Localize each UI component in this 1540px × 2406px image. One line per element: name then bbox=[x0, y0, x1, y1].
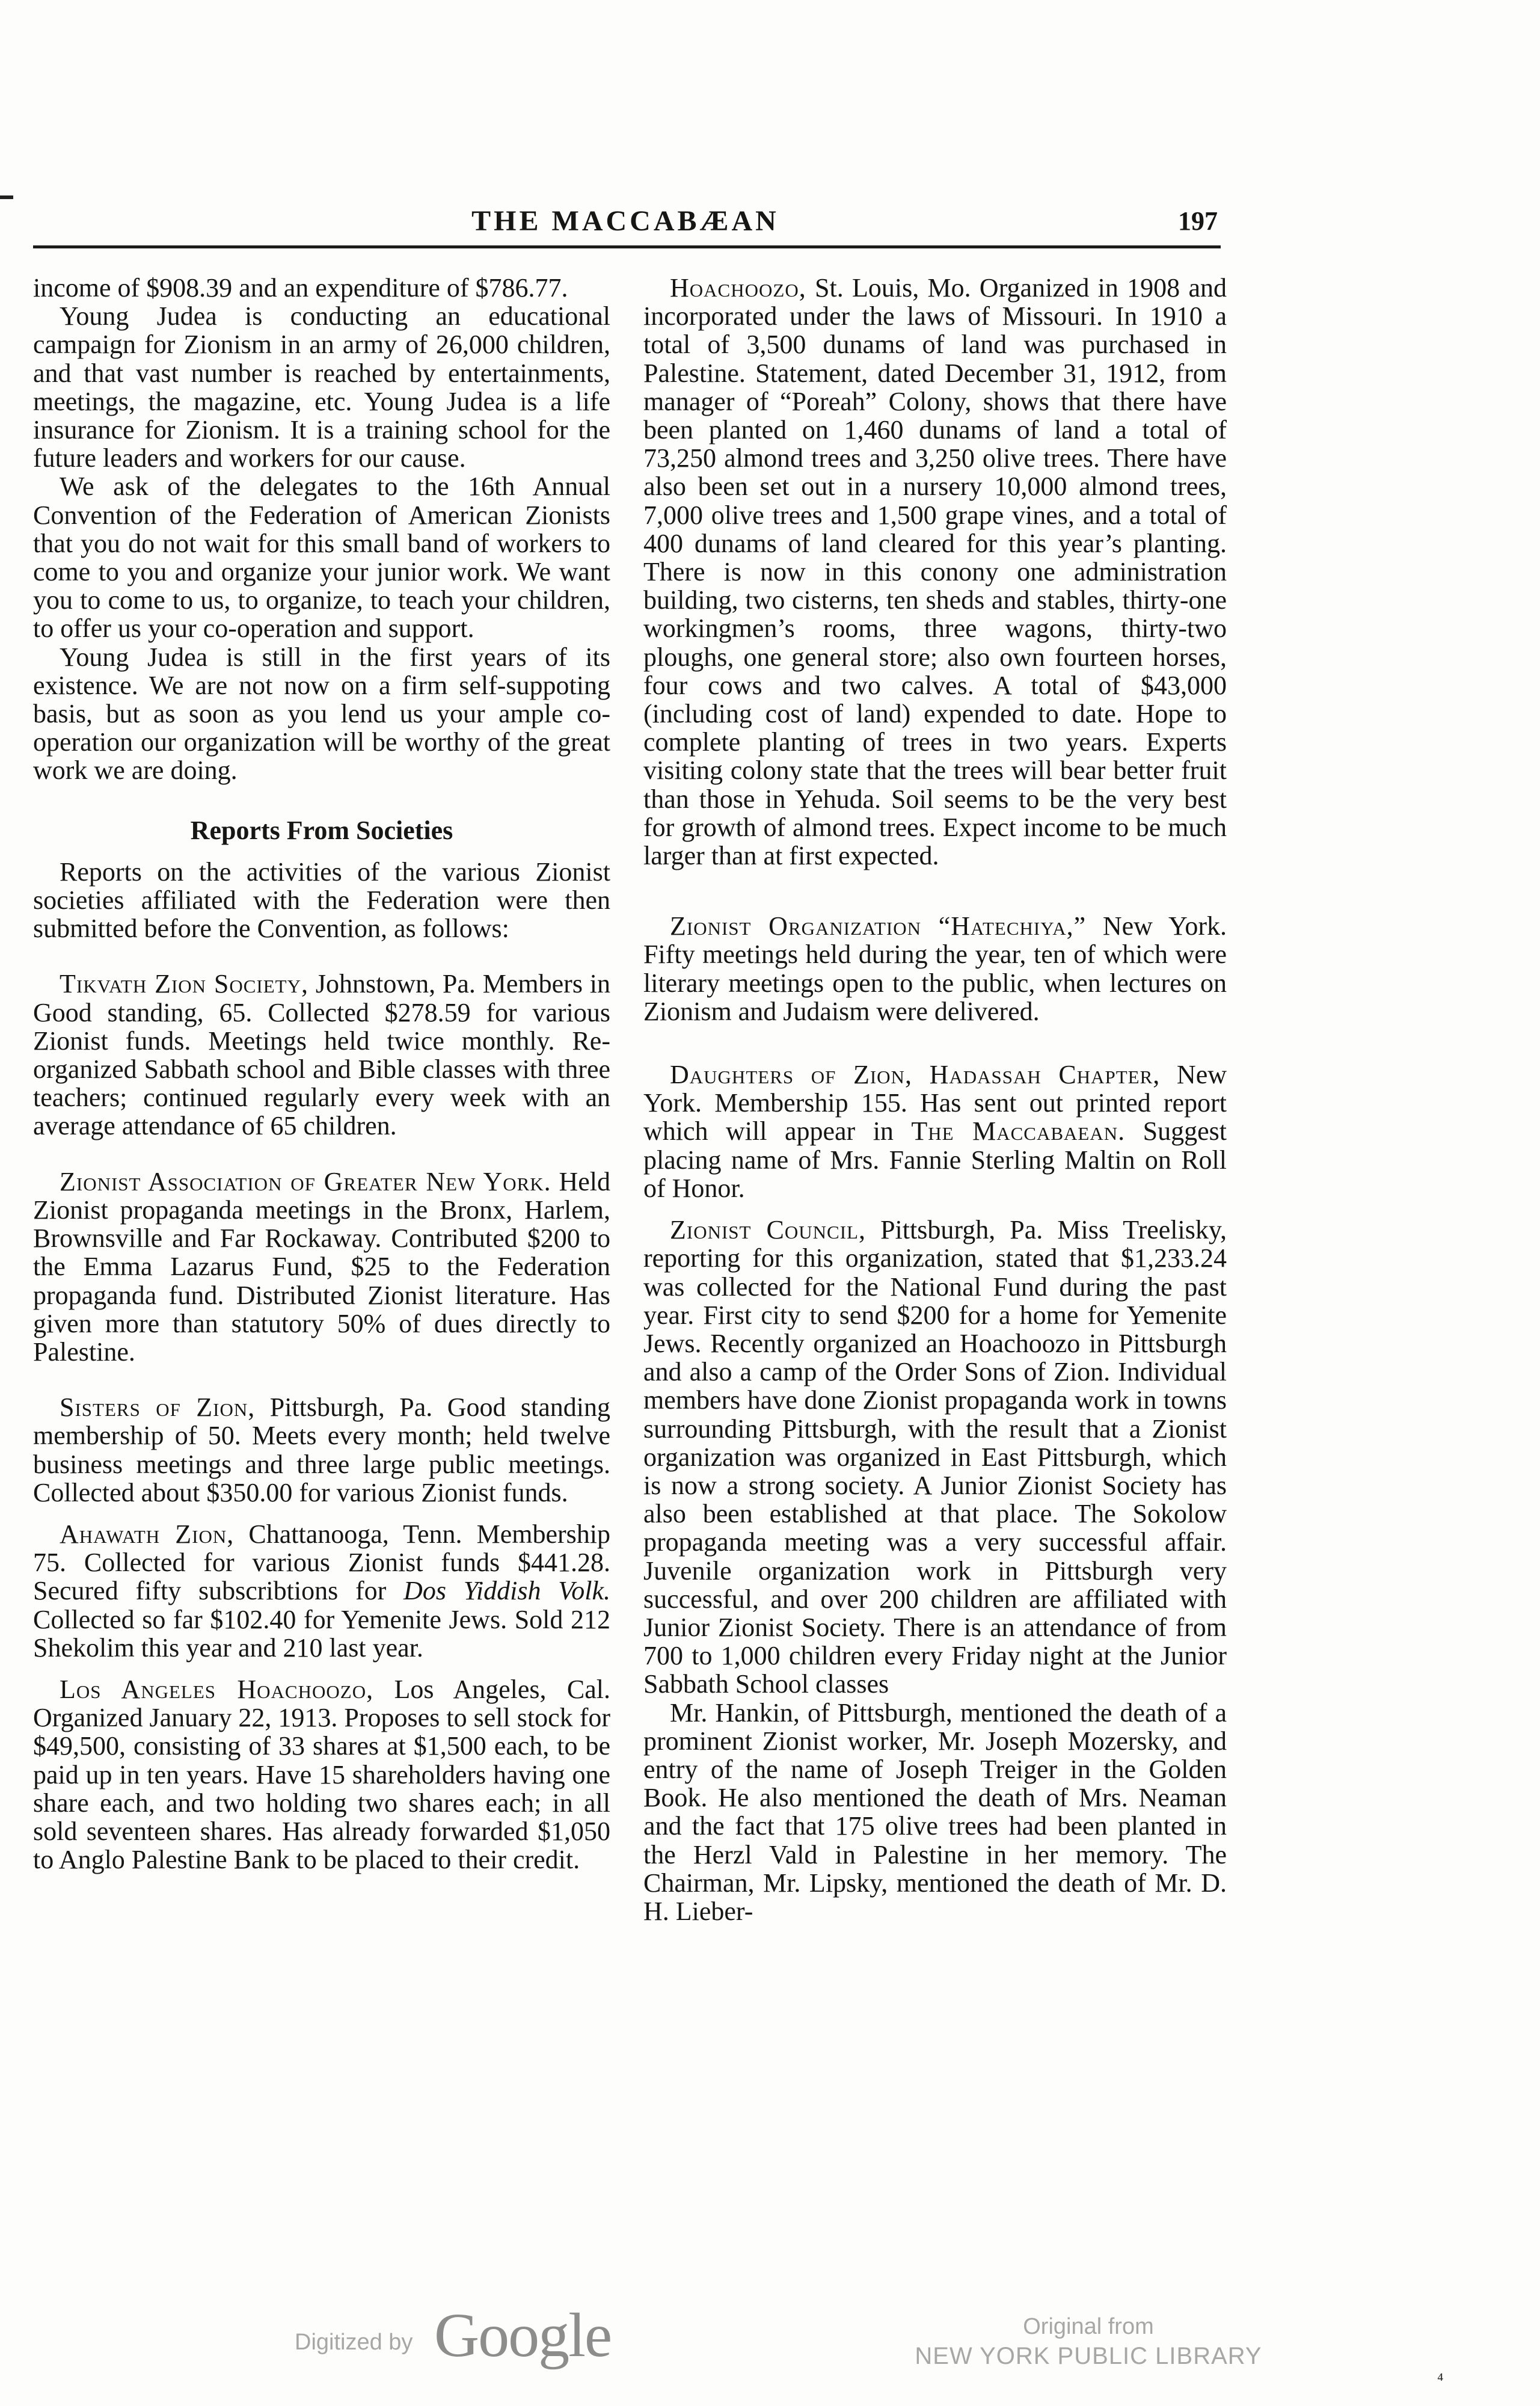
paragraph-expenditure: income of $908.39 and an expenditure of $786.77. bbox=[33, 273, 568, 303]
digitized-credit bbox=[295, 2301, 631, 2379]
report-text-continued: Collected so far $102.40 for Yemenite Jews. Sold 212 Shekolim this year and 210 last year. bbox=[33, 1604, 610, 1663]
paragraph-hankin: Mr. Hankin, of Pittsburgh, mentioned the death of a prominent Zionist worker, Mr. Joseph Mozersky, and entry of the name of Joseph Treiger in the Golden Book. He also mentioned the death of Mrs. Neaman and the fact that 175 olive trees had been planted in the Herzl Vald in Palestine in her memory. The Chairman, Mr. Lipsky, mentioned the death of Mr. D. H. Lieber- bbox=[643, 1697, 1227, 1926]
section-heading-reports: Reports From Societies bbox=[190, 815, 453, 845]
right-column bbox=[643, 274, 1227, 1925]
magazine-name: The Maccabaean. bbox=[911, 1116, 1126, 1146]
reports-intro: Reports on the activities of the various Zionist societies affiliated with the Federation were then submitted before the Convention, as follows: bbox=[33, 857, 610, 944]
scan-corner-mark: ⁴ bbox=[1437, 2370, 1444, 2390]
report-sisters-of-zion bbox=[33, 1393, 610, 1507]
report-text: Los Angeles, Cal. Organized January 22, 1913. Proposes to sell stock for $49,500, consisting of 33 shares at $1,500 each, to be paid up in ten years. Have 15 shareholders having one share each, and two holding two shares each; in all sold seventeen shares. Has already forwarded $1,050 to Anglo Palestine Bank to be placed to their credit. bbox=[33, 1674, 611, 1875]
report-text: Held Zionist propaganda meetings in the Bronx, Harlem, Brownsville and Far Rockaway. Contributed $200 to the Emma Lazarus Fund, $25 to the Federation propaganda fund. Distributed Zionist literature. Has given more than statutory 50% of dues directly to Palestine. bbox=[33, 1166, 611, 1367]
source-credit bbox=[902, 2313, 1275, 2379]
paragraph-delegates-appeal: We ask of the delegates to the 16th Annual Convention of the Federation of American Zionists that you do not wait for this small band of workers to come to you and organize your junior work. We want you to come to us, to organize, to teach your children, to offer us your co-operation and support. bbox=[33, 472, 610, 644]
header-rule bbox=[33, 245, 1221, 248]
society-name: Zionist Association of Greater New York. bbox=[60, 1166, 551, 1196]
margin-scan-mark bbox=[0, 195, 13, 199]
report-st-louis-hoachoozo bbox=[643, 274, 1227, 870]
report-greater-new-york bbox=[33, 1168, 610, 1366]
report-text: New York. Membership 155. Has sent out printed report which will appear in bbox=[643, 1060, 1227, 1146]
report-tikvath-zion bbox=[33, 970, 610, 1140]
report-text: Johnstown, Pa. Members in Good standing, 65. Collected $278.59 for various Zionist funds. Meetings held twice monthly. Re-organized Sabbath school and Bible classes with three teachers; continued regularly every week with an average attendance of 65 children. bbox=[33, 969, 611, 1141]
society-name: Ahawath Zion, bbox=[60, 1519, 235, 1549]
publication-title: Dos Yiddish Volk. bbox=[403, 1576, 610, 1606]
journal-title: THE MACCABÆAN bbox=[471, 205, 779, 237]
society-name: Los Angeles Hoachoozo, bbox=[60, 1674, 374, 1704]
society-name: Tikvath Zion Society, bbox=[60, 969, 309, 999]
society-name: Sisters of Zion, bbox=[60, 1392, 256, 1423]
report-text: Chattanooga, Tenn. Membership 75. Collected for various Zionist funds $441.28. Secured fifty subscribtions for bbox=[33, 1519, 611, 1606]
report-ahawath-zion bbox=[33, 1520, 610, 1662]
paragraph-young-judea-campaign: Young Judea is conducting an educational campaign for Zionism in an army of 26,000 children, and that vast number is reached by entertainments, meetings, the magazine, etc. Young Judea is a life insurance for Zionism. It is a training school for the future leaders and workers for our cause. bbox=[33, 301, 610, 473]
report-text: Pittsburgh, Pa. Good standing membership of 50. Meets every month; held twelve business meetings and three large public meetings. Collected about $350.00 for various Zionist funds. bbox=[33, 1392, 610, 1507]
report-hadassah-chapter bbox=[643, 1060, 1227, 1202]
left-column bbox=[33, 274, 610, 1874]
page-number: 197 bbox=[1178, 206, 1218, 236]
paragraph-young-judea-status: Young Judea is still in the first years of its existence. We are not now on a firm self-suppoting basis, but as soon as you lend us your ample co-operation our organization will be worthy of the great work we are doing. bbox=[33, 642, 610, 786]
society-name: Zionist Organization “Hatechiya,” bbox=[670, 911, 1087, 941]
society-name: Zionist Council, bbox=[670, 1215, 866, 1245]
library-name: NEW YORK PUBLIC LIBRARY bbox=[915, 2343, 1262, 2369]
report-text: St. Louis, Mo. Organized in 1908 and incorporated under the laws of Missouri. In 1910 a total of 3,500 dunams of land was purchased in Palestine. Statement, dated December 31, 1912, from manager of “Poreah” Colony, shows that there have been planted on 1,460 dunams of land a total of 73,250 almond trees and 3,250 olive trees. There have also been set out in a nursery 10,000 almond trees, 7,000 olive trees and 1,500 grape vines, and a total of 400 dunams of land cleared for this year’s planting. There is now in this conony one administration building, two cisterns, ten sheds and stables, thirty-one workingmen’s rooms, three wagons, thirty-two ploughs, one general store; also own fourteen horses, four cows and two calves. A total of $43,000 (including cost of land) expended to date. Hope to complete planting of trees in two years. Experts visiting colony state that the trees will bear better fruit than those in Yehuda. Soil seems to be the very best for growth of almond trees. Expect income to be much larger than at first expected. bbox=[643, 273, 1227, 871]
report-text: Pittsburgh, Pa. Miss Treelisky, reporting for this organization, stated that $1,233.24 was collected for the National Fund during the past year. First city to send $200 for a home for Yemenite Jews. Recently organized an Hoachoozo in Pittsburgh and also a camp of the Order Sons of Zion. Individual members have done Zionist propaganda work in towns surrounding Pittsburgh, with the result that a Zionist organization was organized in East Pittsburgh, which is now a strong society. A Junior Zionist Society has also been established at that place. The Sokolow propaganda meeting was a very successful affair. Juvenile organization work in Pittsburgh very successful, and over 200 children are affiliated with Junior Zionist Society. There is an attendance of from 700 to 1,000 children every Friday night at the Junior Sabbath School classes bbox=[643, 1215, 1227, 1699]
report-los-angeles-hoachoozo bbox=[33, 1675, 610, 1874]
report-text-continued: Suggest placing name of Mrs. Fannie Sterling Maltin on Roll of Honor. bbox=[643, 1116, 1227, 1203]
report-text: New York. Fifty meetings held during the year, ten of which were literary meetings open to the public, when lectures on Zionism and Judaism were delivered. bbox=[643, 911, 1227, 1026]
society-name: Hoachoozo, bbox=[670, 273, 806, 303]
digitized-by-label: Digitized by bbox=[295, 2330, 413, 2355]
society-name: Daughters of Zion, Hadassah Chapter, bbox=[670, 1060, 1161, 1090]
report-zionist-council-pittsburgh bbox=[643, 1216, 1227, 1698]
report-hatechiya bbox=[643, 912, 1227, 1026]
google-logo: Google bbox=[434, 2301, 612, 2370]
original-from-label: Original from bbox=[1023, 2314, 1154, 2339]
running-head bbox=[33, 203, 1218, 239]
